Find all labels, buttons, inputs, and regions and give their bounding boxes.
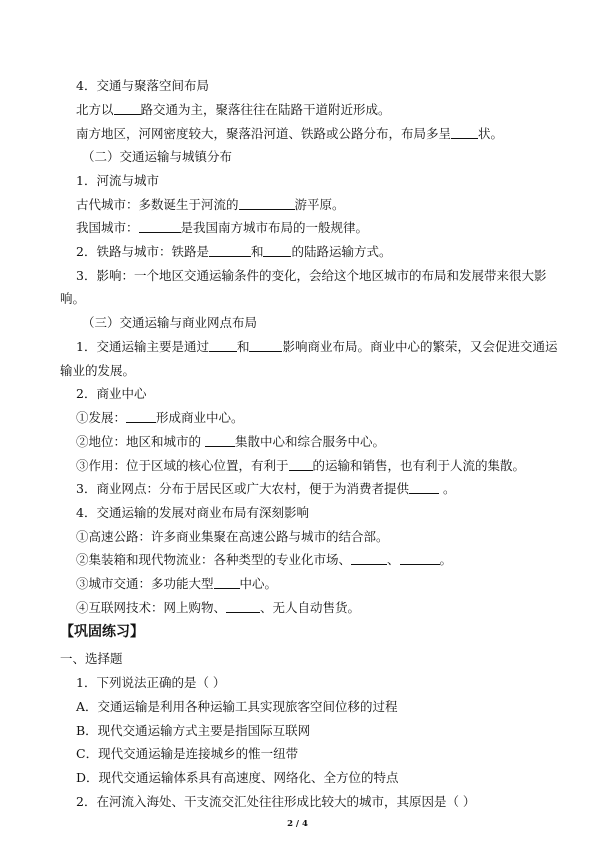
text-line: 我国城市： 是我国南方城市布局的一般规律。 (76, 220, 369, 235)
blank (139, 220, 181, 233)
question-section-title: 一、选择题 (60, 651, 123, 666)
blank (226, 600, 260, 613)
text-line: 北方以 路交通为主，聚落往往在陆路干道附近形成。 (76, 102, 391, 117)
blank (249, 339, 282, 352)
text-line: 1．交通运输主要是通过 和 影响商业布局。商业中心的繁荣，又会促进交通运 (76, 339, 558, 354)
subsection-heading: （三）交通运输与商业网点布局 (82, 315, 258, 330)
text-line: ②地位：地区和城市的 集散中心和综合服务中心。 (76, 434, 385, 449)
blank (209, 339, 237, 352)
text-line: ②集装箱和现代物流业：各种类型的专业化市场、 、 。 (76, 552, 453, 567)
blank (114, 102, 141, 115)
blank (239, 197, 295, 210)
practice-heading: 【巩固练习】 (60, 624, 144, 640)
text-line: 南方地区，河网密度较大，聚落沿河道、铁路或公路分布，布局多呈 状。 (76, 126, 504, 141)
blank (409, 481, 439, 494)
option-c: C．现代交通运输是连接城乡的惟一纽带 (76, 746, 299, 761)
text-line: ①发展： 形成商业中心。 (76, 410, 244, 425)
text-line: 2．商业中心 (76, 386, 147, 401)
text-line: 输业的发展。 (60, 363, 136, 378)
text-line: ③作用：位于区域的核心位置，有利于 的运输和销售，也有利于人流的集散。 (76, 458, 526, 473)
text-line: 3．商业网点：分布于居民区或广大农村，便于为消费者提供 。 (76, 481, 456, 496)
question-2: 2．在河流入海处、干支流交汇处往往形成比较大的城市，其原因是（ ） (76, 794, 476, 809)
blank (263, 244, 291, 257)
text-line: ③城市交通：多功能大型 中心。 (76, 576, 278, 591)
blank (214, 576, 240, 589)
text-line: 4．交通运输的发展对商业布局有深刻影响 (76, 505, 309, 520)
blank (289, 458, 313, 471)
blank (451, 126, 478, 139)
question-1: 1．下列说法正确的是（ ） (76, 675, 226, 690)
text-line: 响。 (60, 291, 86, 306)
option-b: B．现代交通运输方式主要是指国际互联网 (76, 723, 311, 738)
text-line: ④互联网技术：网上购物、 、无人自动售货。 (76, 600, 361, 615)
text-line: 古代城市：多数诞生于河流的 游平原。 (76, 197, 345, 212)
option-d: D．现代交通运输体系具有高速度、网络化、全方位的特点 (76, 770, 399, 785)
blank (209, 244, 251, 257)
text-line: 1．河流与城市 (76, 173, 159, 188)
text-line: ①高速公路：许多商业集聚在高速公路与城市的结合部。 (76, 529, 389, 544)
blank (400, 552, 440, 565)
blank (351, 552, 387, 565)
blank (126, 410, 156, 423)
subsection-heading: （二）交通运输与城镇分布 (82, 149, 233, 164)
text-line: 3．影响：一个地区交通运输条件的变化，会给这个地区城市的布局和发展带来很大影 (76, 268, 547, 283)
option-a: A．交通运输是利用各种运输工具实现旅客空间位移的过程 (76, 699, 398, 714)
page-number: 2 / 4 (287, 819, 308, 829)
text-line: 2．铁路与城市：铁路是 和 的陆路运输方式。 (76, 244, 392, 259)
blank (205, 434, 235, 447)
section-heading-4: 4．交通与聚落空间布局 (76, 78, 209, 93)
